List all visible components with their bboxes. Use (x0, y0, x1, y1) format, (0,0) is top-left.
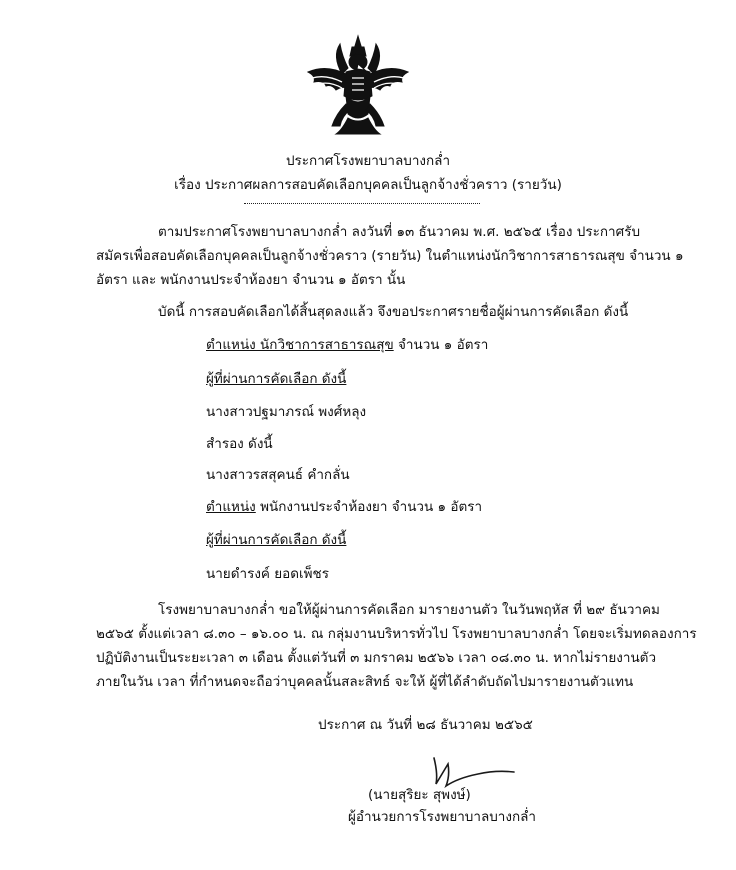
signatory-name: (นายสุริยะ สุพงษ์) (368, 787, 471, 803)
position-2-count: พนักงานประจำห้องยา จำนวน ๑ อัตรา (255, 499, 483, 515)
position-1-count: จำนวน ๑ อัตรา (393, 337, 489, 353)
announcement-subject: เรื่อง ประกาศผลการสอบคัดเลือกบุคคลเป็นลูกจ้างชั่วคราว (รายวัน) (174, 177, 562, 193)
intro-line-3: อัตรา และ พนักงานประจำห้องยา จำนวน ๑ อัตรา นั้น (96, 272, 406, 288)
report-line-4: ภายในวัน เวลา ที่กำหนดจะถือว่าบุคคลนั้นสละสิทธ์ จะให้ ผู้ที่ได้ลำดับถัดไปมารายงานตัวแทน (96, 674, 634, 690)
announcement-title: ประกาศโรงพยาบาลบางกล่ำ (285, 153, 451, 169)
garuda-emblem-icon (302, 34, 414, 136)
signatory-position: ผู้อำนวยการโรงพยาบาลบางกล่ำ (348, 809, 536, 825)
position-2-heading (206, 498, 482, 516)
position-1-passed-name: นางสาวปฐมาภรณ์ พงศ์หลุง (206, 404, 367, 420)
position-1-label: ตำแหน่ง นักวิชาการสาธารณสุข (206, 337, 394, 353)
position-1-reserve-name: นางสาวรสสุคนธ์ คำกลั่น (206, 467, 350, 483)
report-line-3: ปฏิบัติงานเป็นระยะเวลา ๓ เดือน ตั้งแต่วันที่ ๓ มกราคม ๒๕๖๖ เวลา ๐๘.๓๐ น. หากไม่รายงานตัว (96, 650, 657, 666)
handwritten-signature (428, 754, 518, 790)
result-intro: บัดนี้ การสอบคัดเลือกได้สิ้นสุดลงแล้ว จึงขอประกาศรายชื่อผู้ผ่านการคัดเลือก ดังนี้ (158, 304, 629, 320)
divider-dotted (244, 203, 480, 204)
position-1-heading (206, 336, 488, 354)
position-2-passed-heading: ผู้ที่ผ่านการคัดเลือก ดังนี้ (206, 532, 347, 548)
position-2-label: ตำแหน่ง (206, 499, 256, 515)
position-1-passed-heading: ผู้ที่ผ่านการคัดเลือก ดังนี้ (206, 371, 347, 387)
report-line-2: ๒๕๖๕ ตั้งแต่เวลา ๘.๓๐ – ๑๖.๐๐ น. ณ กลุ่มงานบริหารทั่วไป โรงพยาบาลบางกล่ำ โดยจะเริ่มทดลองการ (96, 626, 697, 642)
intro-line-2: สมัครเพื่อสอบคัดเลือกบุคคลเป็นลูกจ้างชั่วคราว (รายวัน) ในตำแหน่งนักวิชาการสาธารณสุข จำนวน ๑ (96, 248, 684, 264)
position-2-passed-name: นายดำรงค์ ยอดเพ็ชร (206, 566, 329, 582)
intro-line-1: ตามประกาศโรงพยาบาลบางกล่ำ ลงวันที่ ๑๓ ธันวาคม พ.ศ. ๒๕๖๕ เรื่อง ประกาศรับ (158, 224, 641, 240)
position-1-reserve-heading: สำรอง ดังนี้ (206, 436, 273, 452)
report-line-1: โรงพยาบาลบางกล่ำ ขอให้ผู้ผ่านการคัดเลือก มารายงานตัว ในวันพฤหัส ที่ ๒๙ ธันวาคม (158, 602, 660, 618)
announce-date: ประกาศ ณ วันที่ ๒๘ ธันวาคม ๒๕๖๕ (318, 717, 533, 733)
